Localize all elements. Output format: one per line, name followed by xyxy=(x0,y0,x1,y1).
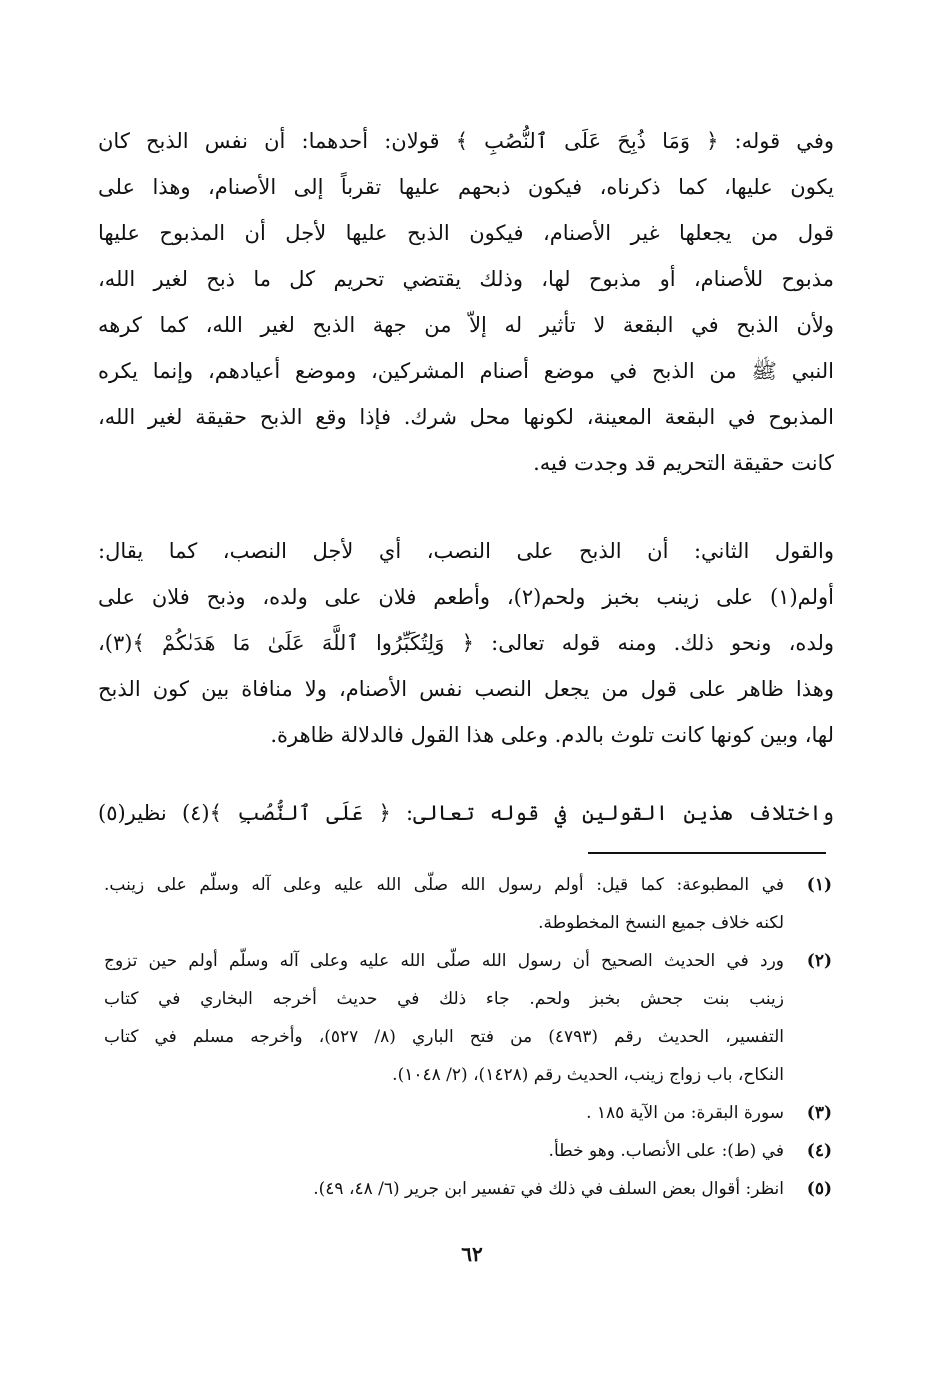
text-line: أولم(١) على زينب بخبز ولحم(٢)، وأطعم فلان على ولده، وذبح فلان على xyxy=(98,585,834,609)
footnote-line: في (ط): على الأنصاب. وهو خطأ. xyxy=(548,1141,784,1161)
text-line: وفي قوله: ﴿ وَمَا ذُبِحَ عَلَى ٱلنُّصُبِ ﴾ قولان: أحدهما: أن نفس الذبح كان xyxy=(98,129,834,153)
footnote-line: انظر: أقوال بعض السلف في ذلك في تفسير ابن جرير (٦/ ٤٨، ٤٩). xyxy=(313,1179,784,1199)
footnote-1 xyxy=(104,866,832,942)
footnote-number: (٤) xyxy=(806,1141,832,1161)
footnote-separator xyxy=(588,852,826,854)
footnote-4 xyxy=(104,1132,832,1170)
text-line: واختلاف هذين القولين في قوله تعالى: ﴿ عَلَى ٱلنُّصُبِ ﴾(٤) نظير(٥) xyxy=(98,801,834,825)
footnote-line: سورة البقرة: من الآية ١٨٥ . xyxy=(586,1103,784,1123)
footnote-text xyxy=(104,942,784,1094)
footnote-2 xyxy=(104,942,832,1094)
text-line: المذبوح في البقعة المعينة، لكونها محل شرك. فإذا وقع الذبح حقيقة لغير الله، xyxy=(98,405,834,429)
footnote-text xyxy=(104,1094,784,1132)
footnote-number: (٣) xyxy=(806,1103,832,1123)
footnote-number: (١) xyxy=(806,875,832,895)
footnote-line: النكاح، باب زواج زينب، الحديث رقم (١٤٢٨)، (٢/ ١٠٤٨). xyxy=(392,1065,784,1085)
footnote-line: لكنه خلاف جميع النسخ المخطوطة. xyxy=(538,913,784,933)
footnote-line: في المطبوعة: كما قيل: أولم رسول الله صلّى الله عليه وعلى آله وسلّم على زينب. xyxy=(104,875,784,895)
paragraph-1 xyxy=(98,118,834,486)
footnote-line: ورد في الحديث الصحيح أن رسول الله صلّى الله عليه وعلى آله وسلّم أولم حين تزوج xyxy=(104,951,784,971)
page-number: ٦٢ xyxy=(461,1242,483,1266)
text-line: ولأن الذبح في البقعة لا تأثير له إلاّ من جهة الذبح لغير الله، كما كرهه xyxy=(98,313,834,337)
paragraph-2 xyxy=(98,528,834,758)
footnote-number: (٥) xyxy=(806,1179,832,1199)
footnote-line: زينب بنت جحش بخبز ولحم. جاء ذلك في حديث أخرجه البخاري في كتاب xyxy=(104,989,784,1009)
footnote-text xyxy=(104,866,784,942)
text-line: وهذا ظاهر على قول من يجعل النصب نفس الأصنام، ولا منافاة بين كون الذبح xyxy=(98,677,834,701)
text-line: قول من يجعلها غير الأصنام، فيكون الذبح عليها لأجل أن المذبوح عليها xyxy=(98,221,834,245)
footnote-line: التفسير، الحديث رقم (٤٧٩٣) من فتح الباري (٨/ ٥٢٧)، وأخرجه مسلم في كتاب xyxy=(104,1027,784,1047)
footnote-text xyxy=(104,1132,784,1170)
footnote-text xyxy=(104,1170,784,1208)
text-line: النبي ﷺ من الذبح في موضع أصنام المشركين، وموضع أعيادهم، وإنما يكره xyxy=(98,359,834,383)
paragraph-3 xyxy=(98,790,834,836)
text-line: ولده، ونحو ذلك. ومنه قوله تعالى: ﴿ وَلِتُكَبِّرُوا ٱللَّهَ عَلَىٰ مَا هَدَىٰكُمْ ﴾(٣)، xyxy=(98,631,834,655)
text-line: مذبوح للأصنام، أو مذبوح لها، وذلك يقتضي تحريم كل ما ذبح لغير الله، xyxy=(98,267,834,291)
text-line: كانت حقيقة التحريم قد وجدت فيه. xyxy=(533,451,834,475)
text-line: يكون عليها، كما ذكرناه، فيكون ذبحهم عليها تقرباً إلى الأصنام، وهذا على xyxy=(98,175,834,199)
text-line: والقول الثاني: أن الذبح على النصب، أي لأجل النصب، كما يقال: xyxy=(98,539,834,563)
footnote-3 xyxy=(104,1094,832,1132)
footnotes xyxy=(104,866,832,1208)
text-line: لها، وبين كونها كانت تلوث بالدم. وعلى هذا القول فالدلالة ظاهرة. xyxy=(270,723,834,747)
footnote-number: (٢) xyxy=(806,951,832,971)
footnote-5 xyxy=(104,1170,832,1208)
